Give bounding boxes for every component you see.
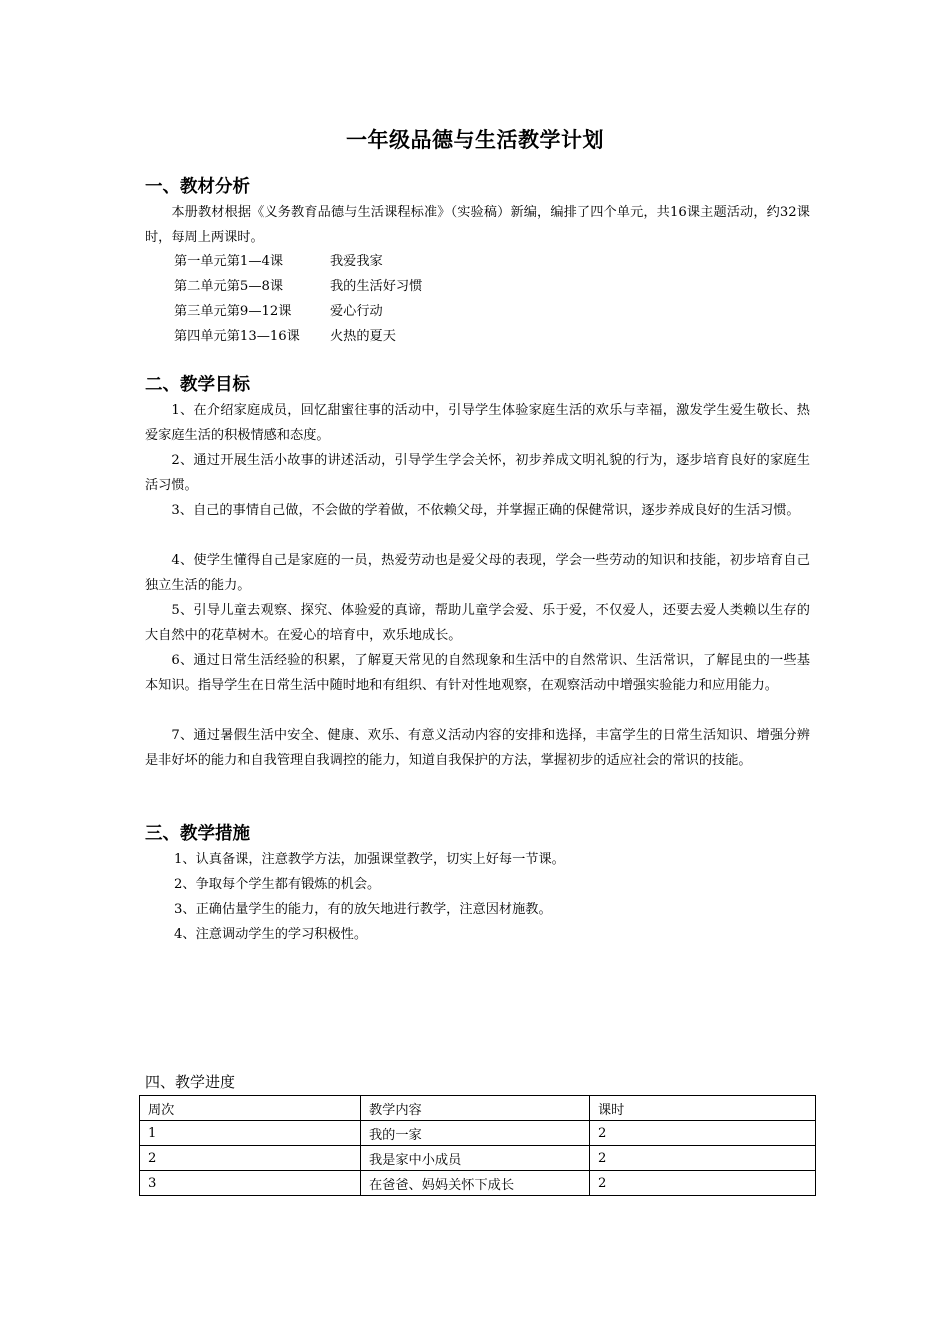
measure-item: 1、认真备课，注意教学方法，加强课堂教学，切实上好每一节课。: [174, 852, 565, 867]
table-row: [140, 1121, 816, 1146]
unit-line: [174, 274, 422, 299]
unit-range: 第二单元第5—8课: [174, 279, 284, 294]
unit-line: [174, 324, 396, 349]
section-heading-measures: 三、教学措施: [145, 824, 250, 844]
goal-item: 3、自己的事情自己做，不会做的学着做，不依赖父母，并掌握正确的保健常识，逐步养成良好的生活习惯。: [171, 503, 800, 518]
analysis-intro: 本册教材根据《义务教育品德与生活课程标准》（实验稿）新编，编排了四个单元，共16课主题活动，约32课时，每周上两课时。: [145, 205, 810, 245]
cell-week: 3: [140, 1171, 361, 1196]
section-heading-analysis: 一、教材分析: [145, 177, 250, 197]
unit-line: [174, 249, 383, 274]
unit-topic: 我的生活好习惯: [330, 279, 423, 294]
section-heading-schedule: 四、教学进度: [145, 1073, 236, 1091]
table-row: [140, 1171, 816, 1196]
table-row: [140, 1146, 816, 1171]
section-heading-goals: 二、教学目标: [145, 375, 250, 395]
goal-item: 5、引导儿童去观察、探究、体验爱的真谛，帮助儿童学会爱、乐于爱，不仅爱人，还要去爱人类赖以生存的大自然中的花草树木。在爱心的培育中，欢乐地成长。: [145, 603, 810, 643]
cell-week: 1: [140, 1121, 361, 1146]
measure-item: 3、正确估量学生的能力，有的放矢地进行教学，注意因材施教。: [174, 902, 552, 917]
column-header-hours: 课时: [590, 1096, 816, 1121]
cell-content: 我是家中小成员: [361, 1146, 590, 1171]
goal-item: 6、通过日常生活经验的积累，了解夏天常见的自然现象和生活中的自然常识、生活常识，了解昆虫的一些基本知识。指导学生在日常生活中随时地和有组织、有针对性地观察，在观察活动中增强实验能力和应用能力。: [145, 653, 810, 693]
table-header-row: [140, 1096, 816, 1121]
unit-line: [174, 299, 383, 324]
column-header-week: 周次: [140, 1096, 361, 1121]
column-header-content: 教学内容: [361, 1096, 590, 1121]
measure-item: 4、注意调动学生的学习积极性。: [174, 927, 368, 942]
goal-item: 1、在介绍家庭成员，回忆甜蜜往事的活动中，引导学生体验家庭生活的欢乐与幸福，激发学生爱生敬长、热爱家庭生活的积极情感和态度。: [145, 403, 810, 443]
schedule-table: [139, 1095, 816, 1196]
cell-content: 我的一家: [361, 1121, 590, 1146]
unit-range: 第四单元第13—16课: [174, 329, 300, 344]
cell-week: 2: [140, 1146, 361, 1171]
measure-item: 2、争取每个学生都有锻炼的机会。: [174, 877, 381, 892]
cell-hours: 2: [590, 1121, 816, 1146]
cell-hours: 2: [590, 1146, 816, 1171]
document-title: 一年级品德与生活教学计划: [346, 128, 604, 152]
unit-topic: 爱心行动: [330, 304, 383, 319]
goal-item: 7、通过暑假生活中安全、健康、欢乐、有意义活动内容的安排和选择，丰富学生的日常生活知识、增强分辨是非好坏的能力和自我管理自我调控的能力，知道自我保护的方法，掌握初步的适应社会的常识的技能。: [145, 728, 810, 768]
cell-hours: 2: [590, 1171, 816, 1196]
unit-range: 第一单元第1—4课: [174, 254, 284, 269]
cell-content: 在爸爸、妈妈关怀下成长: [361, 1171, 590, 1196]
goal-item: 2、通过开展生活小故事的讲述活动，引导学生学会关怀，初步养成文明礼貌的行为，逐步培育良好的家庭生活习惯。: [145, 453, 810, 493]
goal-item: 4、使学生懂得自己是家庭的一员，热爱劳动也是爱父母的表现，学会一些劳动的知识和技能，初步培育自己独立生活的能力。: [145, 553, 810, 593]
unit-topic: 火热的夏天: [330, 329, 396, 344]
unit-topic: 我爱我家: [330, 254, 383, 269]
unit-range: 第三单元第9—12课: [174, 304, 292, 319]
